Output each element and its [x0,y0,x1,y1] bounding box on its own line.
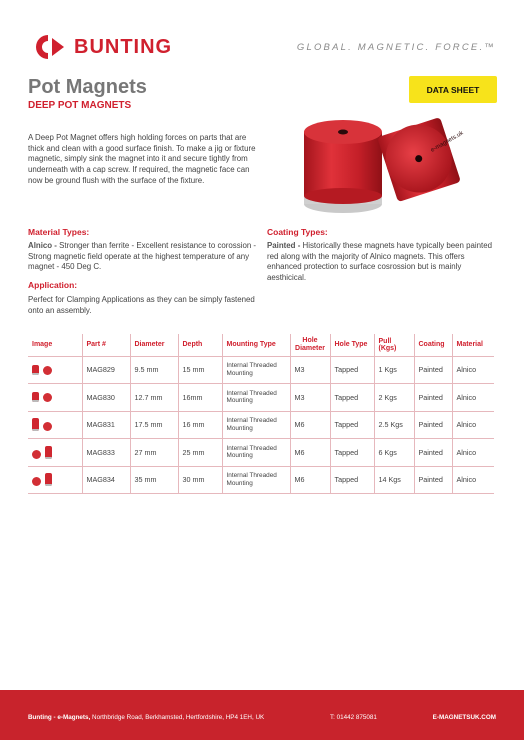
bunting-magnet-icon [28,32,68,62]
row-image [28,439,82,467]
col-hole-type: Hole Type [330,334,374,356]
cell-coating: Painted [414,439,452,467]
cell-depth: 15 mm [178,356,222,384]
cell-material: Alnico [452,411,494,439]
cell-hole: M6 [290,439,330,467]
cell-material: Alnico [452,466,494,494]
cell-hole-type: Tapped [330,411,374,439]
footer-company: Bunting - e-Magnets, [28,714,91,721]
col-material: Material [452,334,494,356]
col-image: Image [28,334,82,356]
page-title: Pot Magnets [28,76,147,98]
cell-depth: 16mm [178,384,222,412]
magnet-face-icon [32,450,41,459]
intro-paragraph: A Deep Pot Magnet offers high holding forces on parts that are thick and clean with a good surface finish. To make a jig or fixture magnetic, simply sink the magnet into it and secure tightly from underneath with a cap screw. If required, the magnetic face can now be ground flush with the surface of the fixture. [28,133,256,185]
cell-diameter: 12.7 mm [130,384,178,412]
cell-hole: M6 [290,411,330,439]
footer-address [28,714,264,721]
data-sheet-badge: DATA SHEET [409,76,497,103]
material-paragraph [28,241,260,273]
cell-material: Alnico [452,384,494,412]
coating-text: Historically these magnets have typically been painted red along with the majority of Alnico magnets. This offers enhanced protection to surface cosrossion but is mainly aesthicical. [267,241,492,283]
magnet-thumb-icon [32,418,39,431]
cell-part: MAG833 [82,439,130,467]
table-row [28,411,494,439]
table-row [28,384,494,412]
cell-diameter: 9.5 mm [130,356,178,384]
page-subtitle: DEEP POT MAGNETS [28,100,132,111]
cell-pull: 6 Kgs [374,439,414,467]
brand-name: BUNTING [74,35,173,58]
cell-hole-type: Tapped [330,356,374,384]
col-depth: Depth [178,334,222,356]
col-mounting: Mounting Type [222,334,290,356]
col-diameter: Diameter [130,334,178,356]
footer-street: Northbridge Road, Berkhamsted, Hertfordshire, HP4 1EH, UK [90,714,265,721]
row-image [28,411,82,439]
cell-diameter: 17.5 mm [130,411,178,439]
cell-depth: 30 mm [178,466,222,494]
material-heading: Material Types: [28,227,90,237]
footer-phone: T: 01442 875081 [330,714,377,721]
magnet-face-icon [43,366,52,375]
coating-term: Painted - [267,241,303,250]
footer-website-link[interactable]: E-MAGNETSUK.COM [432,714,496,721]
cell-part: MAG834 [82,466,130,494]
cell-part: MAG829 [82,356,130,384]
magnet-face-icon [32,477,41,486]
cell-hole-type: Tapped [330,384,374,412]
row-image [28,384,82,412]
magnet-face-icon [43,422,52,431]
material-term: Alnico - [28,241,60,250]
coating-heading: Coating Types: [267,227,328,237]
cell-material: Alnico [452,439,494,467]
cell-mounting: Internal Threaded Mounting [222,356,290,384]
cell-hole: M3 [290,356,330,384]
application-heading: Application: [28,280,78,290]
table-row [28,466,494,494]
magnet-thumb-icon [45,446,52,459]
col-part: Part # [82,334,130,356]
cell-mounting: Internal Threaded Mounting [222,411,290,439]
cell-mounting: Internal Threaded Mounting [222,439,290,467]
cell-coating: Painted [414,384,452,412]
cell-coating: Painted [414,466,452,494]
cell-hole-type: Tapped [330,439,374,467]
cell-part: MAG831 [82,411,130,439]
cell-pull: 1 Kgs [374,356,414,384]
cell-pull: 14 Kgs [374,466,414,494]
specs-table [28,334,494,494]
product-photo [300,110,470,220]
cell-diameter: 35 mm [130,466,178,494]
magnet-face-icon [43,393,52,402]
photo-label: e-magnets.uk [430,130,465,154]
coating-paragraph [267,241,495,284]
material-text: Stronger than ferrite - Excellent resistance to corossion - Strong magnetic field operate at the highest temperature of any magnet - 450 Deg C. [28,241,257,272]
magnet-thumb-icon [45,473,52,486]
cell-hole-type: Tapped [330,466,374,494]
table-row [28,439,494,467]
table-header-row [28,334,494,356]
cell-material: Alnico [452,356,494,384]
table-row [28,356,494,384]
cell-depth: 25 mm [178,439,222,467]
cell-hole: M3 [290,384,330,412]
cell-pull: 2.5 Kgs [374,411,414,439]
magnet-thumb-icon [32,392,39,402]
col-pull: Pull (Kgs) [374,334,414,356]
row-image [28,466,82,494]
col-coating: Coating [414,334,452,356]
cell-diameter: 27 mm [130,439,178,467]
cell-mounting: Internal Threaded Mounting [222,384,290,412]
cell-coating: Painted [414,411,452,439]
cell-mounting: Internal Threaded Mounting [222,466,290,494]
footer-bar [0,690,524,740]
brand-tagline: GLOBAL. MAGNETIC. FORCE.™ [296,42,496,53]
cell-hole: M6 [290,466,330,494]
magnet-thumb-icon [32,365,39,375]
cell-depth: 16 mm [178,411,222,439]
cell-coating: Painted [414,356,452,384]
application-text: Perfect for Clamping Applications as they can be simply fastened onto an assembly. [28,295,255,315]
row-image [28,356,82,384]
cell-pull: 2 Kgs [374,384,414,412]
col-hole-diameter: Hole Diameter [290,334,330,356]
bunting-logo [28,32,172,62]
cell-part: MAG830 [82,384,130,412]
